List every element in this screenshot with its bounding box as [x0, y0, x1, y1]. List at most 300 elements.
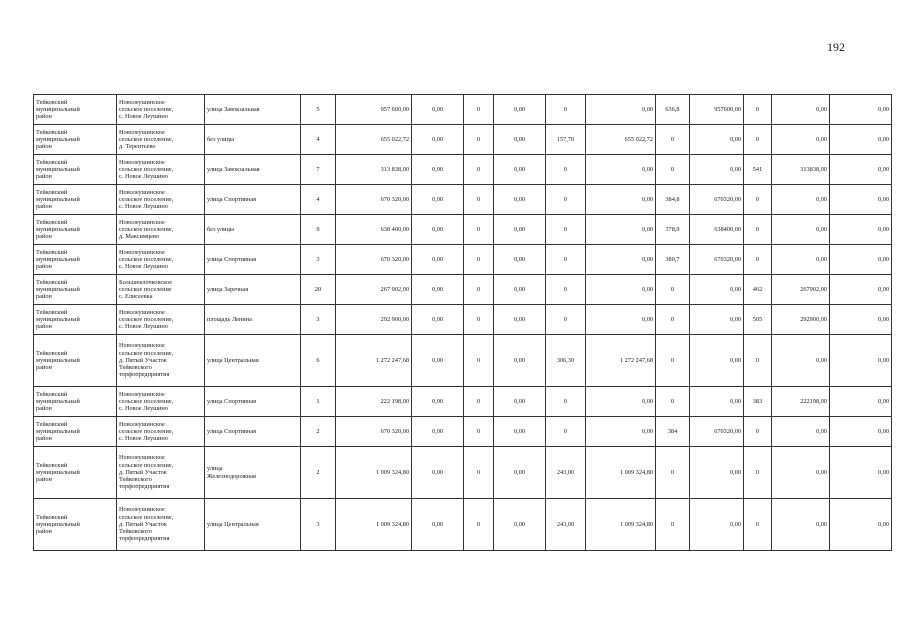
- other-cost-cell: 0,00: [830, 155, 892, 185]
- district-cell-line: муниципальный: [36, 255, 80, 263]
- walls-cost-cell: 0,00: [772, 215, 830, 245]
- total-cost-cell: 670 320,00: [336, 185, 412, 215]
- other-cost-cell: 0,00: [830, 447, 892, 499]
- district-cell: [34, 447, 117, 499]
- other-cost-cell: 0,00: [830, 305, 892, 335]
- walls-area-cell: 0: [744, 95, 772, 125]
- total-cost-cell: 267 902,00: [336, 275, 412, 305]
- other-cost-cell: 0,00: [830, 125, 892, 155]
- walls-cost-cell: 0,00: [772, 417, 830, 447]
- district-cell: [34, 155, 117, 185]
- roof-area-cell: 0,00: [412, 215, 464, 245]
- engineering-cost-cell: 1 009 324,80: [586, 447, 656, 499]
- roof-cost-cell: 0: [464, 305, 494, 335]
- roof-area-cell: 0,00: [412, 185, 464, 215]
- basement-area-cell: 0: [656, 387, 690, 417]
- settlement-cell-line: торфопредприятия: [119, 535, 170, 543]
- total-cost-cell: 670 320,00: [336, 417, 412, 447]
- table-row: [34, 335, 892, 387]
- walls-area-cell: 505: [744, 305, 772, 335]
- basement-area-cell: 380,7: [656, 245, 690, 275]
- total-cost-cell: 292 900,00: [336, 305, 412, 335]
- basement-area-cell: 0: [656, 125, 690, 155]
- facade-area-cell: 0,00: [494, 245, 546, 275]
- district-cell: [34, 125, 117, 155]
- district-cell-line: Тейковский: [36, 248, 68, 256]
- district-cell-line: Тейковский: [36, 128, 68, 136]
- roof-cost-cell: 0: [464, 185, 494, 215]
- engineering-cost-cell: 0,00: [586, 215, 656, 245]
- roof-cost-cell: 0: [464, 387, 494, 417]
- settlement-cell: [117, 499, 205, 551]
- settlement-cell-line: сельское поселение,: [119, 315, 174, 323]
- foundation-cell: 306,30: [546, 335, 586, 387]
- district-cell: [34, 305, 117, 335]
- foundation-cell: 0: [546, 185, 586, 215]
- district-cell-line: Тейковский: [36, 158, 68, 166]
- building-count-cell: 4: [301, 125, 336, 155]
- district-cell: [34, 245, 117, 275]
- basement-area-cell: 384: [656, 417, 690, 447]
- foundation-cell: 0: [546, 245, 586, 275]
- street-cell-line: улица Спортивная: [207, 427, 257, 435]
- basement-area-cell: 0: [656, 447, 690, 499]
- district-cell-line: район: [36, 405, 52, 413]
- district-cell: [34, 499, 117, 551]
- roof-area-cell: 0,00: [412, 335, 464, 387]
- settlement-cell-line: сельское поселение,: [119, 349, 174, 357]
- settlement-cell-line: д. Пятый Участок: [119, 356, 167, 364]
- housing-repair-table: [33, 94, 892, 551]
- settlement-cell-line: сельское поселение,: [119, 427, 174, 435]
- street-cell-line: улица Спортивная: [207, 397, 257, 405]
- facade-area-cell: 0,00: [494, 305, 546, 335]
- roof-cost-cell: 0: [464, 447, 494, 499]
- facade-area-cell: 0,00: [494, 95, 546, 125]
- settlement-cell-line: д. Пятый Участок: [119, 468, 167, 476]
- settlement-cell-line: Новолеушинское: [119, 128, 165, 136]
- basement-area-cell: 0: [656, 155, 690, 185]
- foundation-cell: 243,00: [546, 447, 586, 499]
- street-cell-line: улица Спортивная: [207, 255, 257, 263]
- foundation-cell: 0: [546, 417, 586, 447]
- facade-area-cell: 0,00: [494, 499, 546, 551]
- roof-area-cell: 0,00: [412, 95, 464, 125]
- foundation-cell: 157,70: [546, 125, 586, 155]
- settlement-cell-line: Новолеушинское: [119, 454, 165, 462]
- other-cost-cell: 0,00: [830, 387, 892, 417]
- settlement-cell: [117, 215, 205, 245]
- basement-cost-cell: 638400,00: [690, 215, 744, 245]
- street-cell: [205, 499, 301, 551]
- walls-area-cell: 383: [744, 387, 772, 417]
- settlement-cell: [117, 387, 205, 417]
- basement-cost-cell: 957600,00: [690, 95, 744, 125]
- settlement-cell-line: Большеклочковское: [119, 278, 173, 286]
- total-cost-cell: 1 272 247,68: [336, 335, 412, 387]
- basement-area-cell: 0: [656, 305, 690, 335]
- foundation-cell: 0: [546, 215, 586, 245]
- facade-area-cell: 0,00: [494, 447, 546, 499]
- total-cost-cell: 1 009 324,80: [336, 499, 412, 551]
- roof-area-cell: 0,00: [412, 125, 464, 155]
- roof-cost-cell: 0: [464, 95, 494, 125]
- settlement-cell-line: торфопредприятия: [119, 371, 170, 379]
- settlement-cell: [117, 335, 205, 387]
- total-cost-cell: 1 009 324,80: [336, 447, 412, 499]
- engineering-cost-cell: 1 009 324,80: [586, 499, 656, 551]
- settlement-cell-line: д. Терентьево: [119, 143, 156, 151]
- building-count-cell: 1: [301, 387, 336, 417]
- settlement-cell-line: с. Новое Леушино: [119, 203, 168, 211]
- settlement-cell-line: Новолеушинское: [119, 98, 165, 106]
- walls-cost-cell: 222198,00: [772, 387, 830, 417]
- basement-cost-cell: 0,00: [690, 275, 744, 305]
- district-cell-line: Тейковский: [36, 461, 68, 469]
- walls-area-cell: 0: [744, 335, 772, 387]
- foundation-cell: 0: [546, 95, 586, 125]
- settlement-cell-line: с. Новое Леушино: [119, 405, 168, 413]
- district-cell: [34, 215, 117, 245]
- settlement-cell-line: Новолеушинское: [119, 248, 165, 256]
- district-cell: [34, 417, 117, 447]
- street-cell: [205, 387, 301, 417]
- foundation-cell: 0: [546, 387, 586, 417]
- table-row: [34, 305, 892, 335]
- other-cost-cell: 0,00: [830, 215, 892, 245]
- settlement-cell-line: Тейковского: [119, 528, 152, 536]
- street-cell-line: улица Заречная: [207, 285, 249, 293]
- walls-area-cell: 0: [744, 499, 772, 551]
- settlement-cell-line: сельское поселение,: [119, 461, 174, 469]
- settlement-cell: [117, 185, 205, 215]
- district-cell-line: муниципальный: [36, 165, 80, 173]
- building-count-cell: 6: [301, 335, 336, 387]
- foundation-cell: 0: [546, 305, 586, 335]
- basement-area-cell: 0: [656, 275, 690, 305]
- roof-area-cell: 0,00: [412, 447, 464, 499]
- table-row: [34, 185, 892, 215]
- facade-area-cell: 0,00: [494, 275, 546, 305]
- basement-cost-cell: 670320,00: [690, 245, 744, 275]
- street-cell-line: улица Завокзальная: [207, 165, 260, 173]
- settlement-cell: [117, 245, 205, 275]
- district-cell: [34, 335, 117, 387]
- roof-cost-cell: 0: [464, 245, 494, 275]
- basement-cost-cell: 0,00: [690, 335, 744, 387]
- walls-area-cell: 0: [744, 215, 772, 245]
- engineering-cost-cell: 0,00: [586, 275, 656, 305]
- walls-cost-cell: 0,00: [772, 245, 830, 275]
- table-row: [34, 417, 892, 447]
- foundation-cell: 0: [546, 155, 586, 185]
- basement-cost-cell: 670320,00: [690, 417, 744, 447]
- engineering-cost-cell: 0,00: [586, 155, 656, 185]
- street-cell: [205, 95, 301, 125]
- other-cost-cell: 0,00: [830, 275, 892, 305]
- street-cell: [205, 335, 301, 387]
- district-cell-line: муниципальный: [36, 397, 80, 405]
- roof-cost-cell: 0: [464, 275, 494, 305]
- district-cell-line: Тейковский: [36, 98, 68, 106]
- walls-area-cell: 0: [744, 447, 772, 499]
- other-cost-cell: 0,00: [830, 417, 892, 447]
- street-cell: [205, 245, 301, 275]
- roof-area-cell: 0,00: [412, 387, 464, 417]
- page-number: 192: [827, 40, 845, 54]
- building-count-cell: 2: [301, 447, 336, 499]
- facade-area-cell: 0,00: [494, 417, 546, 447]
- facade-area-cell: 0,00: [494, 215, 546, 245]
- street-cell-line: улица Спортивная: [207, 195, 257, 203]
- street-cell-line: без улицы: [207, 225, 235, 233]
- street-cell: [205, 125, 301, 155]
- walls-area-cell: 0: [744, 245, 772, 275]
- district-cell-line: муниципальный: [36, 225, 80, 233]
- table-body: [34, 95, 892, 551]
- building-count-cell: 5: [301, 95, 336, 125]
- walls-area-cell: 0: [744, 417, 772, 447]
- district-cell: [34, 275, 117, 305]
- settlement-cell-line: торфопредприятия: [119, 483, 170, 491]
- settlement-cell-line: Новолеушинское: [119, 188, 165, 196]
- table-row: [34, 499, 892, 551]
- total-cost-cell: 957 600,00: [336, 95, 412, 125]
- roof-cost-cell: 0: [464, 417, 494, 447]
- settlement-cell-line: с. Новое Леушино: [119, 263, 168, 271]
- district-cell-line: район: [36, 263, 52, 271]
- district-cell-line: Тейковский: [36, 188, 68, 196]
- total-cost-cell: 670 320,00: [336, 245, 412, 275]
- settlement-cell-line: Новолеушинское: [119, 308, 165, 316]
- engineering-cost-cell: 655 022,72: [586, 125, 656, 155]
- street-cell-line: улица Завокзальная: [207, 105, 260, 113]
- settlement-cell-line: сельское поселение,: [119, 397, 174, 405]
- district-cell-line: Тейковский: [36, 420, 68, 428]
- district-cell-line: муниципальный: [36, 105, 80, 113]
- roof-cost-cell: 0: [464, 155, 494, 185]
- walls-cost-cell: 0,00: [772, 95, 830, 125]
- settlement-cell-line: с. Новое Леушино: [119, 323, 168, 331]
- settlement-cell-line: Новолеушинское: [119, 506, 165, 514]
- roof-cost-cell: 0: [464, 499, 494, 551]
- basement-area-cell: 0: [656, 335, 690, 387]
- settlement-cell: [117, 305, 205, 335]
- roof-cost-cell: 0: [464, 335, 494, 387]
- other-cost-cell: 0,00: [830, 185, 892, 215]
- basement-cost-cell: 0,00: [690, 499, 744, 551]
- settlement-cell-line: Тейковского: [119, 476, 152, 484]
- settlement-cell-line: д. Максимцево: [119, 233, 160, 241]
- street-cell: [205, 185, 301, 215]
- foundation-cell: 0: [546, 275, 586, 305]
- other-cost-cell: 0,00: [830, 95, 892, 125]
- settlement-cell-line: сельское поселение: [119, 285, 172, 293]
- building-count-cell: 7: [301, 155, 336, 185]
- district-cell-line: район: [36, 476, 52, 484]
- roof-area-cell: 0,00: [412, 499, 464, 551]
- facade-area-cell: 0,00: [494, 335, 546, 387]
- settlement-cell-line: Новолеушинское: [119, 420, 165, 428]
- settlement-cell-line: Новолеушинское: [119, 390, 165, 398]
- basement-cost-cell: 0,00: [690, 305, 744, 335]
- table-row: [34, 125, 892, 155]
- basement-area-cell: 378,9: [656, 215, 690, 245]
- basement-cost-cell: 670320,00: [690, 185, 744, 215]
- settlement-cell: [117, 155, 205, 185]
- district-cell: [34, 387, 117, 417]
- district-cell-line: район: [36, 233, 52, 241]
- district-cell: [34, 185, 117, 215]
- walls-area-cell: 0: [744, 125, 772, 155]
- table-row: [34, 275, 892, 305]
- district-cell-line: район: [36, 364, 52, 372]
- basement-area-cell: 636,8: [656, 95, 690, 125]
- district-cell-line: Тейковский: [36, 278, 68, 286]
- roof-area-cell: 0,00: [412, 155, 464, 185]
- engineering-cost-cell: 1 272 247,68: [586, 335, 656, 387]
- walls-area-cell: 541: [744, 155, 772, 185]
- settlement-cell-line: Новолеушинское: [119, 218, 165, 226]
- settlement-cell-line: сельское поселение,: [119, 513, 174, 521]
- walls-cost-cell: 0,00: [772, 335, 830, 387]
- settlement-cell-line: сельское поселение,: [119, 165, 174, 173]
- table-row: [34, 245, 892, 275]
- district-cell: [34, 95, 117, 125]
- basement-cost-cell: 0,00: [690, 125, 744, 155]
- district-cell-line: район: [36, 435, 52, 443]
- district-cell-line: муниципальный: [36, 427, 80, 435]
- street-cell-line: без улицы: [207, 135, 235, 143]
- district-cell-line: район: [36, 113, 52, 121]
- district-cell-line: муниципальный: [36, 468, 80, 476]
- walls-cost-cell: 0,00: [772, 447, 830, 499]
- district-cell-line: муниципальный: [36, 315, 80, 323]
- settlement-cell: [117, 417, 205, 447]
- roof-area-cell: 0,00: [412, 245, 464, 275]
- district-cell-line: район: [36, 203, 52, 211]
- street-cell: [205, 447, 301, 499]
- district-cell-line: район: [36, 293, 52, 301]
- district-cell-line: Тейковский: [36, 308, 68, 316]
- district-cell-line: муниципальный: [36, 135, 80, 143]
- facade-area-cell: 0,00: [494, 155, 546, 185]
- engineering-cost-cell: 0,00: [586, 245, 656, 275]
- settlement-cell-line: сельское поселение,: [119, 225, 174, 233]
- other-cost-cell: 0,00: [830, 335, 892, 387]
- walls-cost-cell: 267902,00: [772, 275, 830, 305]
- settlement-cell-line: сельское поселение,: [119, 195, 174, 203]
- other-cost-cell: 0,00: [830, 499, 892, 551]
- facade-area-cell: 0,00: [494, 387, 546, 417]
- street-cell-line: улица Центральная: [207, 356, 259, 364]
- street-cell-line: улица: [207, 465, 223, 473]
- building-count-cell: 20: [301, 275, 336, 305]
- building-count-cell: 2: [301, 417, 336, 447]
- roof-cost-cell: 0: [464, 125, 494, 155]
- walls-area-cell: 462: [744, 275, 772, 305]
- district-cell-line: Тейковский: [36, 349, 68, 357]
- walls-cost-cell: 0,00: [772, 185, 830, 215]
- settlement-cell: [117, 275, 205, 305]
- settlement-cell-line: Тейковского: [119, 364, 152, 372]
- table-row: [34, 215, 892, 245]
- engineering-cost-cell: 0,00: [586, 387, 656, 417]
- district-cell-line: муниципальный: [36, 520, 80, 528]
- total-cost-cell: 313 838,00: [336, 155, 412, 185]
- table-row: [34, 95, 892, 125]
- settlement-cell-line: с. Новое Леушино: [119, 113, 168, 121]
- basement-area-cell: 384,8: [656, 185, 690, 215]
- walls-cost-cell: 313838,00: [772, 155, 830, 185]
- basement-cost-cell: 0,00: [690, 155, 744, 185]
- street-cell: [205, 155, 301, 185]
- building-count-cell: 9: [301, 215, 336, 245]
- settlement-cell-line: с. Новое Леушино: [119, 173, 168, 181]
- building-count-cell: 4: [301, 185, 336, 215]
- settlement-cell-line: с. Новое Леушино: [119, 435, 168, 443]
- facade-area-cell: 0,00: [494, 185, 546, 215]
- street-cell: [205, 305, 301, 335]
- total-cost-cell: 222 198,00: [336, 387, 412, 417]
- district-cell-line: район: [36, 528, 52, 536]
- table-row: [34, 447, 892, 499]
- engineering-cost-cell: 0,00: [586, 417, 656, 447]
- settlement-cell-line: сельское поселение,: [119, 255, 174, 263]
- settlement-cell-line: Новолеушинское: [119, 158, 165, 166]
- district-cell-line: Тейковский: [36, 218, 68, 226]
- settlement-cell-line: с. Елисеевка: [119, 293, 153, 301]
- district-cell-line: муниципальный: [36, 195, 80, 203]
- district-cell-line: Тейковский: [36, 390, 68, 398]
- district-cell-line: Тейковский: [36, 513, 68, 521]
- street-cell-line: площадь Ленина: [207, 315, 252, 323]
- settlement-cell-line: сельское поселение,: [119, 105, 174, 113]
- engineering-cost-cell: 0,00: [586, 185, 656, 215]
- roof-cost-cell: 0: [464, 215, 494, 245]
- facade-area-cell: 0,00: [494, 125, 546, 155]
- walls-cost-cell: 292900,00: [772, 305, 830, 335]
- roof-area-cell: 0,00: [412, 275, 464, 305]
- district-cell-line: район: [36, 143, 52, 151]
- walls-cost-cell: 0,00: [772, 125, 830, 155]
- building-count-cell: 3: [301, 245, 336, 275]
- settlement-cell: [117, 125, 205, 155]
- building-count-cell: 3: [301, 499, 336, 551]
- engineering-cost-cell: 0,00: [586, 95, 656, 125]
- settlement-cell-line: сельское поселение,: [119, 135, 174, 143]
- walls-cost-cell: 0,00: [772, 499, 830, 551]
- street-cell-line: улица Центральная: [207, 520, 259, 528]
- settlement-cell-line: д. Пятый Участок: [119, 520, 167, 528]
- walls-area-cell: 0: [744, 185, 772, 215]
- district-cell-line: муниципальный: [36, 356, 80, 364]
- street-cell: [205, 417, 301, 447]
- roof-area-cell: 0,00: [412, 305, 464, 335]
- roof-area-cell: 0,00: [412, 417, 464, 447]
- street-cell: [205, 275, 301, 305]
- building-count-cell: 3: [301, 305, 336, 335]
- settlement-cell-line: Новолеушинское: [119, 342, 165, 350]
- total-cost-cell: 655 022,72: [336, 125, 412, 155]
- total-cost-cell: 638 400,00: [336, 215, 412, 245]
- foundation-cell: 243,00: [546, 499, 586, 551]
- other-cost-cell: 0,00: [830, 245, 892, 275]
- district-cell-line: район: [36, 173, 52, 181]
- basement-area-cell: 0: [656, 499, 690, 551]
- street-cell-line: Железнодорожная: [207, 472, 256, 480]
- district-cell-line: район: [36, 323, 52, 331]
